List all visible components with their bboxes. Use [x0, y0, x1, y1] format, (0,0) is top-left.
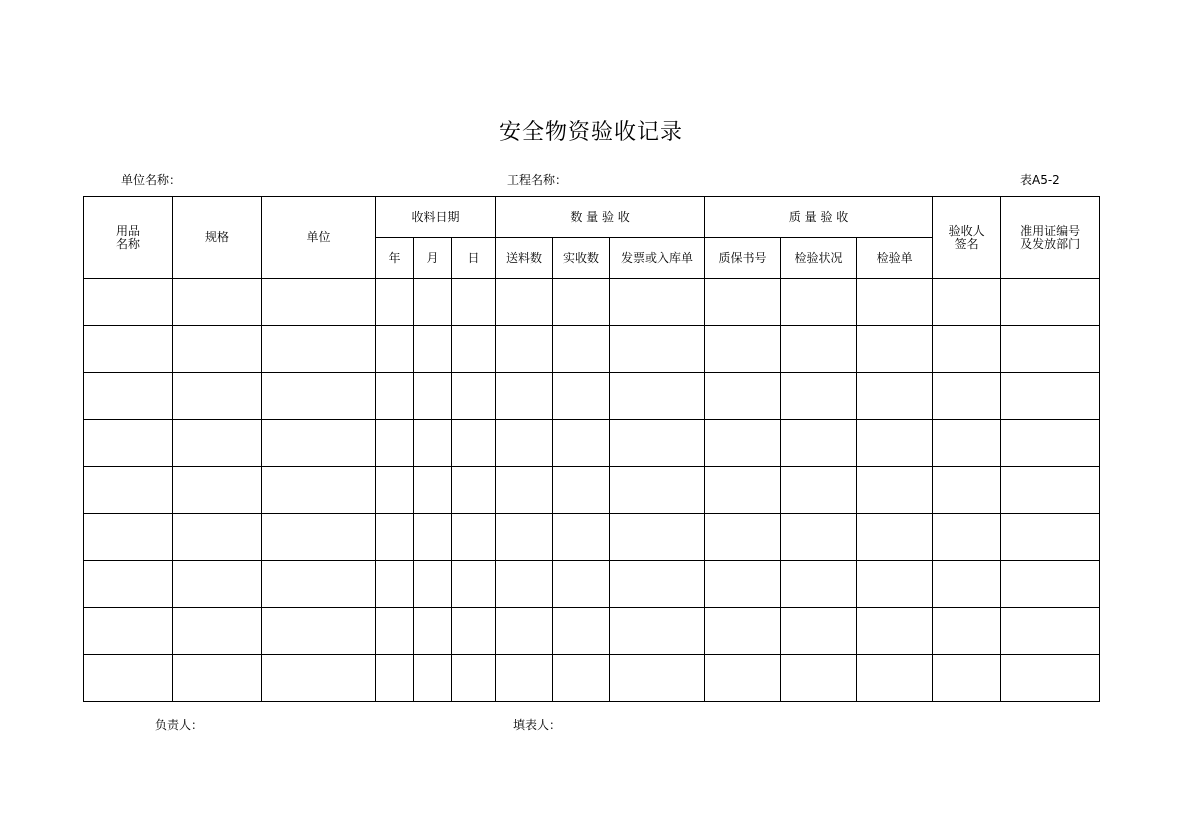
table-cell[interactable]	[1001, 373, 1100, 420]
table-cell[interactable]	[553, 514, 610, 561]
table-cell[interactable]	[933, 326, 1001, 373]
table-cell[interactable]	[781, 467, 857, 514]
table-row	[84, 467, 1100, 514]
table-cell[interactable]	[933, 373, 1001, 420]
table-cell[interactable]	[705, 655, 781, 702]
project-name-label: 工程名称：	[507, 173, 568, 187]
header-permit-no	[1001, 197, 1100, 279]
table-cell[interactable]	[173, 373, 262, 420]
table-cell[interactable]	[781, 279, 857, 326]
table-cell[interactable]	[452, 655, 496, 702]
header-item-name	[84, 197, 173, 279]
table-cell[interactable]	[496, 467, 553, 514]
table-cell[interactable]	[84, 326, 173, 373]
table-cell[interactable]	[414, 655, 452, 702]
table-cell[interactable]	[173, 326, 262, 373]
table-row	[84, 420, 1100, 467]
table-cell[interactable]	[414, 420, 452, 467]
table-cell[interactable]	[496, 514, 553, 561]
table-cell[interactable]	[262, 373, 376, 420]
table-cell[interactable]	[553, 655, 610, 702]
table-cell[interactable]	[933, 608, 1001, 655]
subheader-month: 月	[414, 238, 452, 279]
header-item-name-line2: 名称	[115, 236, 140, 251]
table-cell[interactable]	[781, 561, 857, 608]
header-spec: 规格	[173, 197, 262, 279]
table-cell[interactable]	[610, 467, 705, 514]
table-cell[interactable]	[496, 655, 553, 702]
page-title: 安全物资验收记录	[498, 120, 683, 145]
header-inspector-sign-line1: 验收人	[948, 223, 985, 238]
header-receive-date: 收料日期	[376, 197, 496, 238]
table-cell[interactable]	[173, 655, 262, 702]
table-cell[interactable]	[84, 420, 173, 467]
subheader-inspection-sheet: 检验单	[857, 238, 933, 279]
unit-name-label: 单位名称：	[121, 173, 182, 187]
table-cell[interactable]	[781, 514, 857, 561]
table-cell[interactable]	[610, 514, 705, 561]
table-cell[interactable]	[452, 608, 496, 655]
header-inspector-sign	[933, 197, 1001, 279]
table-cell[interactable]	[553, 326, 610, 373]
table-cell[interactable]	[262, 514, 376, 561]
table-cell[interactable]	[376, 373, 414, 420]
table-cell[interactable]	[376, 326, 414, 373]
table-cell[interactable]	[781, 326, 857, 373]
table-cell[interactable]	[933, 467, 1001, 514]
table-cell[interactable]	[173, 467, 262, 514]
table-cell[interactable]	[933, 655, 1001, 702]
table-cell[interactable]	[262, 467, 376, 514]
table-cell[interactable]	[262, 279, 376, 326]
table-cell[interactable]	[857, 326, 933, 373]
table-cell[interactable]	[452, 467, 496, 514]
table-row	[84, 326, 1100, 373]
table-cell[interactable]	[414, 561, 452, 608]
table-cell[interactable]	[414, 326, 452, 373]
header-inspector-sign-line2: 签名	[954, 236, 979, 251]
subheader-quality-cert: 质保书号	[705, 238, 781, 279]
table-cell[interactable]	[857, 514, 933, 561]
table-cell[interactable]	[452, 514, 496, 561]
table-cell[interactable]	[496, 608, 553, 655]
subheader-day: 日	[452, 238, 496, 279]
table-cell[interactable]	[496, 326, 553, 373]
table-cell[interactable]	[610, 420, 705, 467]
table-cell[interactable]	[933, 420, 1001, 467]
table-cell[interactable]	[84, 655, 173, 702]
table-cell[interactable]	[781, 655, 857, 702]
table-cell[interactable]	[781, 420, 857, 467]
header-permit-no-line1: 准用证编号	[1020, 223, 1081, 238]
table-cell[interactable]	[610, 561, 705, 608]
table-cell[interactable]	[553, 279, 610, 326]
table-cell[interactable]	[781, 608, 857, 655]
table-cell[interactable]	[705, 279, 781, 326]
table-cell[interactable]	[84, 279, 173, 326]
table-row	[84, 373, 1100, 420]
responsible-label: 负责人：	[155, 718, 204, 732]
table-cell[interactable]	[857, 467, 933, 514]
table-cell[interactable]	[553, 561, 610, 608]
table-cell[interactable]	[262, 608, 376, 655]
table-cell[interactable]	[376, 655, 414, 702]
table-cell[interactable]	[173, 608, 262, 655]
table-cell[interactable]	[1001, 561, 1100, 608]
table-cell[interactable]	[84, 561, 173, 608]
table-cell[interactable]	[705, 561, 781, 608]
table-row	[84, 514, 1100, 561]
form-code: 表A5-2	[1020, 173, 1060, 187]
header-item-name-line1: 用品	[115, 223, 140, 238]
table-cell[interactable]	[610, 279, 705, 326]
header-quality-check: 质 量 验 收	[705, 197, 933, 238]
table-cell[interactable]	[84, 608, 173, 655]
table-cell[interactable]	[452, 326, 496, 373]
table-cell[interactable]	[857, 608, 933, 655]
table-cell[interactable]	[1001, 514, 1100, 561]
table-cell[interactable]	[84, 467, 173, 514]
table-cell[interactable]	[376, 420, 414, 467]
table-cell[interactable]	[496, 279, 553, 326]
table-cell[interactable]	[1001, 655, 1100, 702]
table-cell[interactable]	[933, 514, 1001, 561]
table-cell[interactable]	[376, 279, 414, 326]
table-cell[interactable]	[376, 561, 414, 608]
table-cell[interactable]	[857, 655, 933, 702]
table-cell[interactable]	[262, 655, 376, 702]
table-cell[interactable]	[705, 608, 781, 655]
subheader-invoice: 发票或入库单	[610, 238, 705, 279]
table-cell[interactable]	[553, 608, 610, 655]
table-row	[84, 655, 1100, 702]
table-cell[interactable]	[705, 514, 781, 561]
subheader-sent-qty: 送料数	[496, 238, 553, 279]
table-cell[interactable]	[414, 608, 452, 655]
table-cell[interactable]	[1001, 326, 1100, 373]
table-cell[interactable]	[173, 561, 262, 608]
table-row	[84, 279, 1100, 326]
table-cell[interactable]	[610, 608, 705, 655]
table-cell[interactable]	[857, 420, 933, 467]
table-cell[interactable]	[262, 326, 376, 373]
table-cell[interactable]	[857, 279, 933, 326]
table-cell[interactable]	[553, 467, 610, 514]
table-cell[interactable]	[553, 373, 610, 420]
table-cell[interactable]	[610, 326, 705, 373]
table-cell[interactable]	[933, 561, 1001, 608]
header-unit: 单位	[262, 197, 376, 279]
header-quantity-check: 数 量 验 收	[496, 197, 705, 238]
table-cell[interactable]	[857, 561, 933, 608]
table-cell[interactable]	[452, 279, 496, 326]
table-cell[interactable]	[1001, 467, 1100, 514]
table-cell[interactable]	[452, 373, 496, 420]
table-cell[interactable]	[857, 373, 933, 420]
table-cell[interactable]	[452, 561, 496, 608]
table-cell[interactable]	[933, 279, 1001, 326]
table-cell[interactable]	[376, 608, 414, 655]
table-cell[interactable]	[610, 655, 705, 702]
table-cell[interactable]	[781, 373, 857, 420]
table-cell[interactable]	[414, 514, 452, 561]
table-cell[interactable]	[414, 467, 452, 514]
table-cell[interactable]	[173, 279, 262, 326]
table-cell[interactable]	[262, 420, 376, 467]
table-row	[84, 608, 1100, 655]
table-row	[84, 561, 1100, 608]
table-cell[interactable]	[452, 420, 496, 467]
header-permit-no-line2: 及发放部门	[1020, 236, 1081, 251]
table-cell[interactable]	[376, 467, 414, 514]
table-cell[interactable]	[496, 561, 553, 608]
table-cell[interactable]	[496, 373, 553, 420]
subheader-inspection-status: 检验状况	[781, 238, 857, 279]
table-cell[interactable]	[705, 373, 781, 420]
table-cell[interactable]	[262, 561, 376, 608]
table-cell[interactable]	[705, 420, 781, 467]
table-cell[interactable]	[705, 467, 781, 514]
table-cell[interactable]	[1001, 279, 1100, 326]
table-cell[interactable]	[173, 514, 262, 561]
table-cell[interactable]	[414, 373, 452, 420]
table-cell[interactable]	[376, 514, 414, 561]
table-cell[interactable]	[610, 373, 705, 420]
table-cell[interactable]	[414, 279, 452, 326]
table-cell[interactable]	[705, 326, 781, 373]
filler-label: 填表人：	[513, 718, 562, 732]
acceptance-record-table	[83, 196, 1100, 702]
subheader-received-qty: 实收数	[553, 238, 610, 279]
table-cell[interactable]	[1001, 608, 1100, 655]
table-cell[interactable]	[553, 420, 610, 467]
table-cell[interactable]	[84, 373, 173, 420]
table-cell[interactable]	[84, 514, 173, 561]
table-cell[interactable]	[173, 420, 262, 467]
subheader-year: 年	[376, 238, 414, 279]
table-cell[interactable]	[496, 420, 553, 467]
table-cell[interactable]	[1001, 420, 1100, 467]
